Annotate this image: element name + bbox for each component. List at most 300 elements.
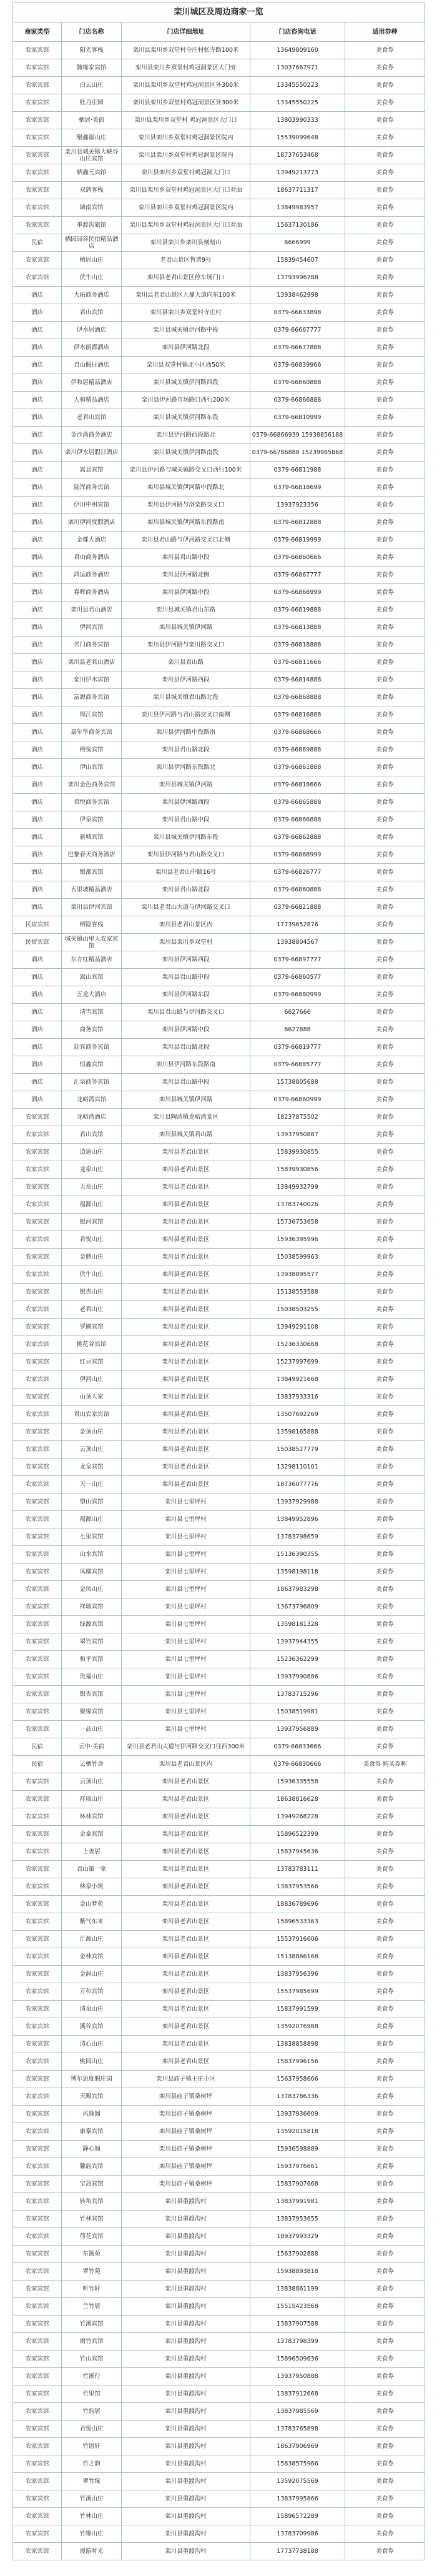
header-store-name: 门店名称	[62, 22, 122, 42]
cell-store-phone: 0379-66812888	[250, 514, 345, 532]
table-row	[13, 1598, 425, 1616]
cell-store-phone: 13949291108	[250, 1319, 345, 1336]
cell-store-address: 栾川县重渡沟村	[122, 2508, 250, 2525]
table-row	[13, 1773, 425, 1791]
cell-store-address: 栾川县七里坪村	[122, 1616, 250, 1633]
cell-merchant-type: 酒店	[13, 689, 62, 706]
cell-store-phone: 0379-66810999	[250, 409, 345, 427]
cell-store-name: 君悦山庄	[62, 1231, 122, 1249]
cell-store-phone: 13783798399	[250, 2333, 345, 2351]
cell-store-name: 新城宾馆	[62, 829, 122, 846]
cell-merchant-type: 农家宾馆	[13, 1459, 62, 1476]
cell-store-phone: 13507692269	[250, 1406, 345, 1424]
cell-store-name: 上善居	[62, 1843, 122, 1861]
cell-store-phone: 15837945636	[250, 1843, 345, 1861]
cell-coupon-type: 美食券	[345, 217, 425, 234]
table-row	[13, 759, 425, 776]
cell-store-address: 栾川县伊河路中段路南	[122, 724, 250, 741]
cell-store-address: 栾川县老君山景区	[122, 1966, 250, 1983]
table-row	[13, 409, 425, 427]
cell-store-name: 金凤山庄	[62, 1581, 122, 1598]
cell-store-name: 牡丹庄园	[62, 94, 122, 112]
cell-coupon-type: 美食券	[345, 444, 425, 462]
cell-store-name: 翠竹宾馆	[62, 1633, 122, 1651]
cell-coupon-type: 美食券	[345, 2525, 425, 2543]
cell-merchant-type: 农家宾馆	[13, 94, 62, 112]
cell-store-name: 龙泉山庄	[62, 1161, 122, 1179]
cell-merchant-type: 农家宾馆	[13, 2263, 62, 2281]
table-row	[13, 1528, 425, 1546]
cell-store-name: 康泰宾馆	[62, 2123, 122, 2141]
table-row	[13, 1126, 425, 1144]
cell-store-name: 聚鑫福山庄	[62, 129, 122, 147]
cell-coupon-type: 美食券	[345, 671, 425, 689]
table-row	[13, 2088, 425, 2106]
cell-merchant-type: 酒店	[13, 444, 62, 462]
cell-store-phone: 15839930856	[250, 1161, 345, 1179]
cell-merchant-type: 酒店	[13, 322, 62, 339]
cell-store-phone: 0379-66868888	[250, 689, 345, 706]
cell-merchant-type: 酒店	[13, 1039, 62, 1056]
cell-store-address: 栾川县栾川乡双堂村鸡冠洞景区院内	[122, 199, 250, 217]
cell-store-name: 博尔思度假庄园	[62, 2071, 122, 2088]
cell-coupon-type: 美食券	[345, 637, 425, 654]
cell-merchant-type: 农家宾馆	[13, 2246, 62, 2263]
cell-store-name: 城关镇山里人农家宾馆	[62, 934, 122, 951]
cell-merchant-type: 农家宾馆	[13, 2351, 62, 2368]
cell-store-address: 栾川县七里坪村	[122, 1703, 250, 1721]
cell-store-phone: 6627888	[250, 1021, 345, 1039]
table-row	[13, 1476, 425, 1494]
cell-store-phone: 0379-66868999	[250, 846, 345, 864]
cell-store-name: 伊山宾馆	[62, 759, 122, 776]
cell-store-address: 栾川县城关镇君山路	[122, 1126, 250, 1144]
cell-store-name: 七里宾馆	[62, 1528, 122, 1546]
cell-coupon-type: 美食券 购买券种	[345, 1756, 425, 1773]
cell-store-address: 栾川县君山路与伊河路交叉口	[122, 1004, 250, 1021]
cell-merchant-type: 农家宾馆	[13, 1581, 62, 1598]
table-row	[13, 42, 425, 59]
table-row	[13, 1161, 425, 1179]
cell-coupon-type: 美食券	[345, 2228, 425, 2246]
cell-merchant-type: 酒店	[13, 1004, 62, 1021]
cell-coupon-type: 美食券	[345, 1494, 425, 1511]
cell-store-address: 栾川县伊河路与君山路交叉口南侧	[122, 706, 250, 724]
cell-store-phone: 15738805688	[250, 1074, 345, 1091]
cell-store-phone: 0379-66839966	[250, 357, 345, 374]
cell-store-address: 栾川县老君山景区	[122, 1913, 250, 1931]
cell-store-phone: 0379-66862888	[250, 829, 345, 846]
cell-store-phone: 15637902888	[250, 2246, 345, 2263]
table-row	[13, 427, 425, 444]
cell-store-address: 栾川县城关镇伊河路南段	[122, 444, 250, 462]
cell-store-name: 栾川县伊河宾馆	[62, 899, 122, 916]
cell-store-name: 君山宾馆	[62, 304, 122, 322]
cell-store-name: 天龙山庄	[62, 1179, 122, 1196]
table-row	[13, 1459, 425, 1476]
cell-coupon-type: 美食券	[345, 1354, 425, 1371]
cell-coupon-type: 美食券	[345, 899, 425, 916]
table-row	[13, 322, 425, 339]
cell-store-address: 栾川县庙子镇王庄小区	[122, 2071, 250, 2088]
table-row	[13, 2385, 425, 2403]
table-row	[13, 2525, 425, 2543]
cell-store-address: 栾川县老君山景区	[122, 1773, 250, 1791]
cell-store-address: 栾川县城关镇伊河路	[122, 776, 250, 794]
cell-store-name: 清雪宾馆	[62, 1004, 122, 1021]
cell-merchant-type: 民宿	[13, 1738, 62, 1756]
cell-store-phone: 13598165888	[250, 1424, 345, 1441]
header-coupon-type: 适用券种	[345, 22, 425, 42]
cell-store-name: 云栖竹舍	[62, 1756, 122, 1773]
cell-coupon-type: 美食券	[345, 1721, 425, 1738]
cell-store-address: 栾川县栾川乡双堂村鸡冠洞景区大门口对面	[122, 217, 250, 234]
cell-store-address: 栾川县七里坪村	[122, 1668, 250, 1686]
cell-store-name: 竹溪山庄	[62, 2490, 122, 2508]
cell-coupon-type: 美食券	[345, 706, 425, 724]
cell-merchant-type: 农家宾馆	[13, 1651, 62, 1668]
cell-store-address: 栾川县老君山景区停车场门口	[122, 269, 250, 287]
cell-merchant-type: 农家宾馆	[13, 164, 62, 182]
cell-store-name: 望山宾馆	[62, 1494, 122, 1511]
table-row	[13, 1214, 425, 1231]
cell-coupon-type: 美食券	[345, 759, 425, 776]
cell-store-phone: 15236330668	[250, 1336, 345, 1354]
cell-coupon-type: 美食券	[345, 2368, 425, 2385]
cell-coupon-type: 美食券	[345, 1668, 425, 1686]
cell-merchant-type: 农家宾馆	[13, 2385, 62, 2403]
cell-store-phone: 15896572289	[250, 2508, 345, 2525]
cell-store-phone: 0379-66811666	[250, 654, 345, 671]
cell-coupon-type: 美食券	[345, 794, 425, 811]
cell-store-name: 银杏山庄	[62, 1284, 122, 1301]
cell-store-phone: 15038503255	[250, 1301, 345, 1319]
table-row	[13, 1021, 425, 1039]
cell-store-phone: 0379-66786888 15239985868	[250, 444, 345, 462]
cell-merchant-type: 农家宾馆	[13, 2298, 62, 2316]
cell-store-address: 栾川县重渡沟村	[122, 2351, 250, 2368]
cell-merchant-type: 酒店	[13, 374, 62, 392]
cell-coupon-type: 美食券	[345, 741, 425, 759]
cell-coupon-type: 美食券	[345, 2281, 425, 2298]
table-row	[13, 1319, 425, 1336]
cell-coupon-type: 美食券	[345, 2123, 425, 2141]
cell-merchant-type: 农家宾馆	[13, 1668, 62, 1686]
table-row	[13, 444, 425, 462]
cell-store-name: 五龙大酒店	[62, 986, 122, 1004]
cell-store-name: 祥瑞山庄	[62, 1791, 122, 1808]
cell-store-name: 竹韵居	[62, 2403, 122, 2420]
cell-merchant-type: 酒店	[13, 794, 62, 811]
cell-store-address: 栾川县庙子镇桑树坪	[122, 2158, 250, 2176]
cell-store-address: 栾川县老君山景区	[122, 1861, 250, 1878]
cell-store-name: 林泉小筑	[62, 1878, 122, 1896]
cell-coupon-type: 美食券	[345, 1948, 425, 1966]
table-row	[13, 986, 425, 1004]
cell-store-address: 栾川县君山路北段	[122, 1039, 250, 1056]
cell-store-phone: 0379-66818666	[250, 776, 345, 794]
cell-store-address: 栾川县伊河路与栾川路交叉口	[122, 637, 250, 654]
table-row	[13, 1424, 425, 1441]
table-row	[13, 1633, 425, 1651]
table-row	[13, 1004, 425, 1021]
table-row	[13, 776, 425, 794]
cell-store-address: 栾川县老君山景区	[122, 1144, 250, 1161]
cell-store-phone: 0379-66868666	[250, 724, 345, 741]
cell-coupon-type: 美食券	[345, 1738, 425, 1756]
cell-merchant-type: 酒店	[13, 741, 62, 759]
cell-store-address: 栾川县君山路中段	[122, 1074, 250, 1091]
table-row	[13, 94, 425, 112]
cell-coupon-type: 美食券	[345, 1616, 425, 1633]
cell-store-phone: 13849921668	[250, 1371, 345, 1389]
cell-store-phone: 18637906969	[250, 2438, 345, 2455]
cell-store-name: 五里坡精品酒店	[62, 881, 122, 899]
table-row	[13, 1354, 425, 1371]
cell-store-phone: 0379-66826777	[250, 864, 345, 881]
cell-store-name: 伊河宾馆	[62, 619, 122, 637]
cell-store-address: 栾川县老君山景区	[122, 1808, 250, 1826]
cell-coupon-type: 美食券	[345, 619, 425, 637]
cell-coupon-type: 美食券	[345, 2193, 425, 2211]
cell-store-phone: 13838861199	[250, 2281, 345, 2298]
cell-store-phone: 13849952896	[250, 1511, 345, 1528]
cell-store-address: 栾川县老君山景区内	[122, 1756, 250, 1773]
cell-store-phone: 0379-66677888	[250, 339, 345, 357]
cell-store-address: 老君山景区售票9号	[122, 252, 250, 269]
cell-store-phone: 15736753658	[250, 1214, 345, 1231]
cell-store-phone: 13937929988	[250, 1494, 345, 1511]
cell-store-name: 溪谷宾馆	[62, 2018, 122, 2036]
table-row	[13, 77, 425, 94]
cell-coupon-type: 美食券	[345, 2490, 425, 2508]
cell-store-name: 双鸽客栈	[62, 182, 122, 199]
table-row	[13, 1231, 425, 1249]
cell-merchant-type: 农家宾馆	[13, 1109, 62, 1126]
cell-store-phone: 0379-66860999	[250, 1091, 345, 1109]
cell-store-name: 春晖商务酒店	[62, 584, 122, 602]
cell-coupon-type: 美食券	[345, 374, 425, 392]
table-row	[13, 1039, 425, 1056]
cell-store-address: 栾川县老君山景区	[122, 2053, 250, 2071]
cell-coupon-type: 美食券	[345, 1843, 425, 1861]
cell-coupon-type: 美食券	[345, 1598, 425, 1616]
cell-store-phone: 15837991599	[250, 2001, 345, 2018]
cell-store-name: 清心山庄	[62, 2036, 122, 2053]
cell-coupon-type: 美食券	[345, 1196, 425, 1214]
cell-coupon-type: 美食券	[345, 182, 425, 199]
cell-merchant-type: 农家宾馆	[13, 1301, 62, 1319]
cell-coupon-type: 美食券	[345, 147, 425, 164]
table-row	[13, 2141, 425, 2158]
cell-store-address: 栾川县七里坪村	[122, 1598, 250, 1616]
table-row	[13, 479, 425, 497]
cell-coupon-type: 美食券	[345, 1319, 425, 1336]
cell-coupon-type: 美食券	[345, 2158, 425, 2176]
table-row	[13, 1686, 425, 1703]
cell-store-address: 栾川县七里坪村	[122, 1528, 250, 1546]
cell-merchant-type: 酒店	[13, 549, 62, 567]
cell-store-address: 栾川县城关镇伊河路西段	[122, 374, 250, 392]
cell-coupon-type: 美食券	[345, 532, 425, 549]
cell-coupon-type: 美食券	[345, 1389, 425, 1406]
cell-store-name: 贵福山庄	[62, 1668, 122, 1686]
cell-merchant-type: 酒店	[13, 497, 62, 514]
table-row	[13, 2158, 425, 2176]
cell-store-phone: 13937956889	[250, 1721, 345, 1738]
cell-store-address: 栾川县庙子镇桑树坪	[122, 2088, 250, 2106]
cell-merchant-type: 酒店	[13, 969, 62, 986]
cell-merchant-type: 酒店	[13, 567, 62, 584]
cell-store-address: 栾川县老君山景区	[122, 1791, 250, 1808]
cell-merchant-type: 农家宾馆	[13, 2420, 62, 2438]
table-row	[13, 2438, 425, 2455]
table-row	[13, 2490, 425, 2508]
cell-coupon-type: 美食券	[345, 392, 425, 409]
cell-coupon-type: 美食券	[345, 1581, 425, 1598]
cell-store-name: 龙峪湾宾馆	[62, 1091, 122, 1109]
cell-merchant-type: 酒店	[13, 479, 62, 497]
cell-merchant-type: 农家宾馆	[13, 1494, 62, 1511]
cell-coupon-type: 美食券	[345, 2508, 425, 2525]
cell-store-phone: 0379-66814888	[250, 671, 345, 689]
cell-coupon-type: 美食券	[345, 1406, 425, 1424]
cell-store-address: 栾川县城关镇伊河路东段	[122, 829, 250, 846]
cell-store-phone: 13783740026	[250, 1196, 345, 1214]
cell-coupon-type: 美食券	[345, 129, 425, 147]
cell-merchant-type: 酒店	[13, 462, 62, 479]
cell-merchant-type: 酒店	[13, 1091, 62, 1109]
table-row	[13, 1703, 425, 1721]
cell-coupon-type: 美食券	[345, 2420, 425, 2438]
cell-store-phone: 15837907668	[250, 2176, 345, 2193]
cell-store-address: 栾川县伊河路西段	[122, 951, 250, 969]
cell-coupon-type: 美食券	[345, 339, 425, 357]
cell-store-address: 栾川县老君山景区	[122, 1284, 250, 1301]
cell-merchant-type: 酒店	[13, 304, 62, 322]
cell-coupon-type: 美食券	[345, 776, 425, 794]
cell-store-address: 栾川县重渡沟村	[122, 2420, 250, 2438]
table-row	[13, 654, 425, 671]
table-row	[13, 846, 425, 864]
cell-store-name: 红豆宾馆	[62, 1354, 122, 1371]
cell-store-name: 宝岛宾馆	[62, 2176, 122, 2193]
cell-coupon-type: 美食券	[345, 1966, 425, 1983]
cell-coupon-type: 美食券	[345, 811, 425, 829]
table-header-row	[13, 22, 425, 42]
cell-coupon-type: 美食券	[345, 2053, 425, 2071]
cell-coupon-type: 美食券	[345, 322, 425, 339]
cell-store-name: 翠竹缘	[62, 2473, 122, 2490]
cell-merchant-type: 农家宾馆	[13, 1843, 62, 1861]
table-row	[13, 2298, 425, 2316]
table-row	[13, 2316, 425, 2333]
cell-store-name: 银都宾馆	[62, 864, 122, 881]
cell-coupon-type: 美食券	[345, 1074, 425, 1091]
cell-coupon-type: 美食券	[345, 2071, 425, 2088]
cell-merchant-type: 农家宾馆	[13, 2228, 62, 2246]
cell-coupon-type: 美食券	[345, 1126, 425, 1144]
cell-store-name: 桃园山庄	[62, 2053, 122, 2071]
cell-store-address: 栾川县老君山景区九鼎大道向东100米	[122, 287, 250, 304]
cell-merchant-type: 民宿宾馆	[13, 916, 62, 934]
cell-coupon-type: 美食券	[345, 287, 425, 304]
table-row	[13, 899, 425, 916]
cell-store-address: 栾川县老君山景区	[122, 2001, 250, 2018]
cell-coupon-type: 美食券	[345, 427, 425, 444]
cell-store-phone: 0379-66633898	[250, 304, 345, 322]
cell-merchant-type: 农家宾馆	[13, 1144, 62, 1161]
cell-store-name: 嵩山宾馆	[62, 969, 122, 986]
cell-merchant-type: 农家宾馆	[13, 1161, 62, 1179]
cell-merchant-type: 农家宾馆	[13, 2123, 62, 2141]
cell-store-name: 听竹轩	[62, 2281, 122, 2298]
cell-store-name: 桃花谷宾馆	[62, 1336, 122, 1354]
cell-coupon-type: 美食券	[345, 1021, 425, 1039]
cell-coupon-type: 美食券	[345, 1336, 425, 1354]
cell-store-name: 商务宾馆	[62, 1021, 122, 1039]
cell-store-name: 转角宾馆	[62, 2193, 122, 2211]
cell-store-name: 云顶山庄	[62, 1441, 122, 1459]
cell-store-phone: 13783715296	[250, 1686, 345, 1703]
cell-coupon-type: 美食券	[345, 59, 425, 77]
cell-store-address: 栾川县重渡沟村	[122, 2298, 250, 2316]
cell-store-phone: 13837907588	[250, 2316, 345, 2333]
cell-store-address: 栾川县老君山景区	[122, 1249, 250, 1266]
table-row	[13, 1738, 425, 1756]
cell-coupon-type: 美食券	[345, 2385, 425, 2403]
table-row	[13, 1546, 425, 1563]
cell-merchant-type: 农家宾馆	[13, 2053, 62, 2071]
cell-store-address: 栾川县重渡沟村	[122, 2490, 250, 2508]
cell-store-phone: 13592076988	[250, 2018, 345, 2036]
cell-store-phone: 15938893818	[250, 2263, 345, 2281]
cell-merchant-type: 酒店	[13, 427, 62, 444]
cell-merchant-type: 农家宾馆	[13, 199, 62, 217]
cell-store-address: 栾川县君山路北段	[122, 881, 250, 899]
cell-store-name: 聚缘宾馆	[62, 1703, 122, 1721]
cell-store-name: 荷花宾馆	[62, 2228, 122, 2246]
table-row	[13, 2351, 425, 2368]
cell-store-address: 栾川县伊河路与洛栾路交叉口	[122, 497, 250, 514]
table-row	[13, 2193, 425, 2211]
page-title: 栾川城区及周边商家一览	[12, 2, 425, 22]
cell-merchant-type: 农家宾馆	[13, 1931, 62, 1948]
cell-merchant-type: 农家宾馆	[13, 129, 62, 147]
cell-store-name: 嵩县宾馆	[62, 462, 122, 479]
cell-merchant-type: 农家宾馆	[13, 2088, 62, 2106]
cell-store-phone: 15136390355	[250, 1546, 345, 1563]
cell-merchant-type: 农家宾馆	[13, 2438, 62, 2455]
cell-store-phone: 13793996788	[250, 269, 345, 287]
cell-merchant-type: 农家宾馆	[13, 2403, 62, 2420]
cell-coupon-type: 美食券	[345, 234, 425, 252]
cell-merchant-type: 农家宾馆	[13, 2036, 62, 2053]
cell-store-name: 竹之韵	[62, 2455, 122, 2473]
cell-merchant-type: 农家宾馆	[13, 2211, 62, 2228]
cell-merchant-type: 农家宾馆	[13, 77, 62, 94]
cell-store-name: 东篱苑	[62, 2246, 122, 2263]
cell-store-phone: 13673796809	[250, 1598, 345, 1616]
cell-store-name: 老君山宾馆	[62, 409, 122, 427]
table-row	[13, 357, 425, 374]
cell-coupon-type: 美食券	[345, 1913, 425, 1931]
cell-store-address: 栾川县老君山景区内	[122, 916, 250, 934]
table-row	[13, 584, 425, 602]
cell-store-address: 栾川县老君山景区	[122, 1424, 250, 1441]
cell-store-name: 金顶山庄	[62, 1424, 122, 1441]
table-row	[13, 829, 425, 846]
